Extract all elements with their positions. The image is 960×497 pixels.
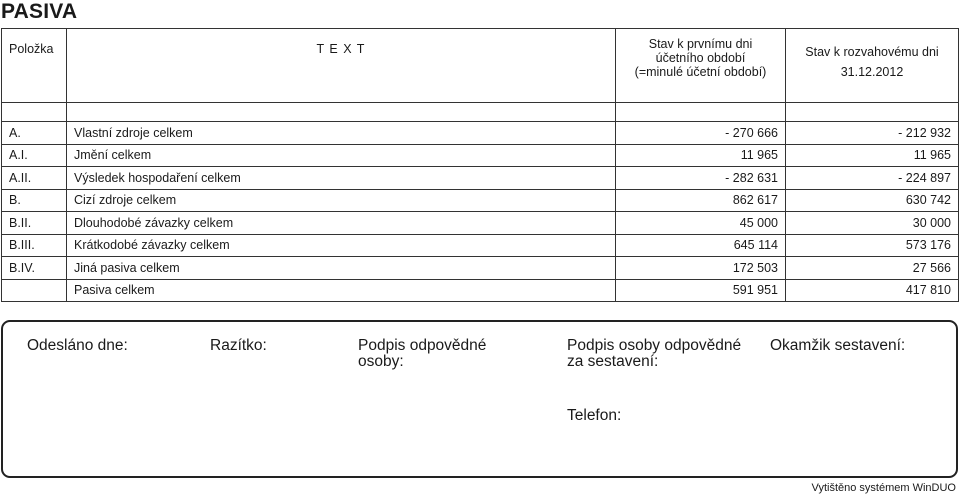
row-last-value: 630 742 [786, 189, 959, 212]
spacer-row [2, 103, 959, 122]
table-row [2, 257, 959, 280]
row-text: Výsledek hospodaření celkem [67, 167, 616, 190]
row-text: Jmění celkem [67, 144, 616, 167]
responsible-signature-line1: Podpis odpovědné [358, 337, 487, 354]
row-last-value: 11 965 [786, 144, 959, 167]
table-header-row [2, 29, 959, 103]
row-code: A. [2, 122, 67, 145]
header-balance-day-line1: Stav k rozvahovému dni [805, 45, 939, 59]
stamp-label: Razítko: [210, 337, 267, 354]
row-text: Pasiva celkem [67, 279, 616, 302]
header-first-day-line3: (=minulé účetní období) [634, 65, 767, 79]
table-row [2, 144, 959, 167]
row-code: B.III. [2, 234, 67, 257]
row-first-value: - 270 666 [616, 122, 786, 145]
row-text: Krátkodobé závazky celkem [67, 234, 616, 257]
row-text: Cizí zdroje celkem [67, 189, 616, 212]
row-text: Jiná pasiva celkem [67, 257, 616, 280]
row-code: A.II. [2, 167, 67, 190]
phone-label: Telefon: [567, 407, 622, 424]
table-row [2, 167, 959, 190]
row-last-value: 30 000 [786, 212, 959, 235]
header-first-day-line2: účetního období [655, 51, 746, 65]
row-first-value: 591 951 [616, 279, 786, 302]
table-row [2, 234, 959, 257]
pasiva-table [1, 28, 959, 302]
header-first-day-line1: Stav k prvnímu dni [648, 37, 753, 51]
row-first-value: - 282 631 [616, 167, 786, 190]
preparer-signature-line2: za sestavení: [567, 353, 659, 370]
row-last-value: 417 810 [786, 279, 959, 302]
row-code [2, 279, 67, 302]
sent-date-label: Odesláno dne: [27, 337, 128, 354]
row-code: B.II. [2, 212, 67, 235]
row-last-value: - 224 897 [786, 167, 959, 190]
row-first-value: 645 114 [616, 234, 786, 257]
row-last-value: 573 176 [786, 234, 959, 257]
header-text: T E X T [67, 29, 616, 103]
header-first-day [616, 29, 786, 103]
table-row-total [2, 279, 959, 302]
row-last-value: 27 566 [786, 257, 959, 280]
row-code: B. [2, 189, 67, 212]
row-first-value: 45 000 [616, 212, 786, 235]
header-balance-day-date: 31.12.2012 [840, 65, 904, 79]
printed-by-note: Vytištěno systémem WinDUO [811, 482, 956, 494]
compiled-time-label: Okamžik sestavení: [770, 337, 906, 354]
preparer-signature-line1: Podpis osoby odpovědné [567, 337, 742, 354]
row-text: Vlastní zdroje celkem [67, 122, 616, 145]
preparer-signature-label [567, 338, 741, 370]
responsible-signature-label [358, 338, 486, 370]
table-row [2, 189, 959, 212]
row-first-value: 172 503 [616, 257, 786, 280]
responsible-signature-line2: osoby: [358, 353, 404, 370]
header-balance-day [786, 29, 959, 103]
header-polozka: Položka [2, 29, 67, 103]
row-text: Dlouhodobé závazky celkem [67, 212, 616, 235]
row-code: B.IV. [2, 257, 67, 280]
row-code: A.I. [2, 144, 67, 167]
signature-box [1, 320, 958, 478]
row-first-value: 862 617 [616, 189, 786, 212]
table-row [2, 212, 959, 235]
row-last-value: - 212 932 [786, 122, 959, 145]
row-first-value: 11 965 [616, 144, 786, 167]
table-row [2, 122, 959, 145]
page-title: PASIVA [1, 0, 78, 23]
